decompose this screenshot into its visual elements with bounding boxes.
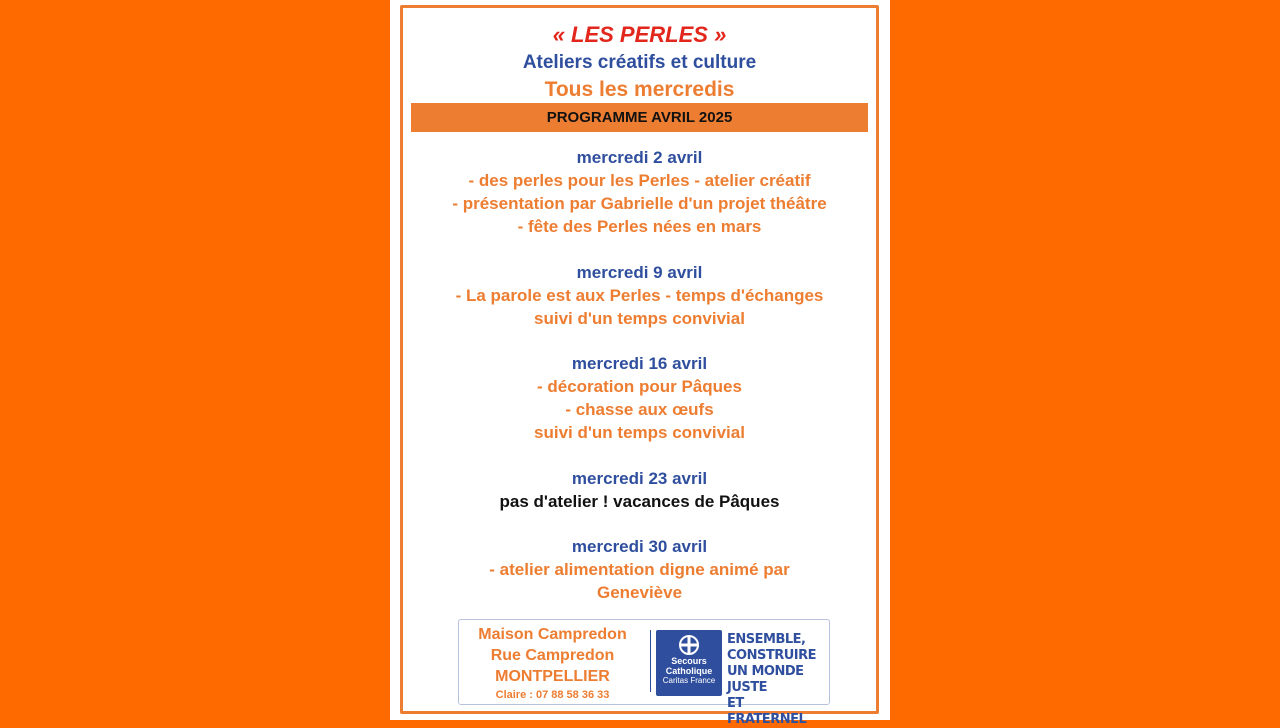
secours-catholique-logo: [656, 630, 722, 696]
footer-slogan: [727, 632, 827, 728]
footer-city: MONTPELLIER: [495, 668, 610, 685]
slogan-line: ENSEMBLE,: [727, 632, 806, 647]
day-block: [403, 467, 876, 513]
flyer-subtitle: Ateliers créatifs et culture: [522, 52, 757, 73]
slogan-line: UN MONDE JUSTE: [727, 664, 804, 695]
day-line: pas d'atelier ! vacances de Pâques: [499, 492, 780, 511]
day-date: mercredi 9 avril: [576, 263, 703, 282]
flyer-title: « LES PERLES »: [552, 22, 727, 47]
day-line: - décoration pour Pâques: [537, 377, 742, 396]
footer-logo-box: [458, 619, 830, 727]
brand-name-3: Caritas France: [662, 676, 716, 685]
day-date: mercredi 23 avril: [571, 469, 708, 488]
footer-street: Rue Campredon: [490, 647, 615, 664]
slogan-line: ET FRATERNEL: [727, 696, 807, 727]
day-line: suivi d'un temps convivial: [534, 309, 745, 328]
day-date: mercredi 16 avril: [571, 354, 708, 373]
day-line: suivi d'un temps convivial: [534, 423, 745, 442]
cross-icon: [678, 634, 700, 656]
day-date: mercredi 2 avril: [576, 148, 703, 167]
day-block: [403, 146, 876, 238]
day-line: - atelier alimentation digne animé par: [489, 560, 790, 579]
footer-divider: [650, 630, 651, 692]
program-banner: PROGRAMME AVRIL 2025: [411, 103, 868, 132]
day-line: - des perles pour les Perles - atelier créatif: [468, 171, 811, 190]
brand-name-1: Secours: [671, 656, 707, 666]
flyer-sheet: [390, 0, 890, 727]
day-block: [403, 261, 876, 330]
day-line: - présentation par Gabrielle d'un projet théâtre: [452, 194, 827, 213]
day-line: - La parole est aux Perles - temps d'échanges: [455, 286, 824, 305]
brand-name-2: Catholique: [665, 666, 713, 676]
footer-contact: Claire : 07 88 58 36 33: [495, 689, 610, 701]
day-line: - chasse aux œufs: [565, 400, 714, 419]
slogan-line: CONSTRUIRE: [727, 648, 816, 663]
day-line: Geneviève: [596, 583, 683, 602]
flyer-frame: [400, 5, 879, 727]
day-line: - fête des Perles nées en mars: [517, 217, 762, 236]
footer-address: [459, 624, 646, 703]
day-block: [403, 352, 876, 444]
footer-place: Maison Campredon: [478, 626, 627, 643]
day-block: [403, 535, 876, 604]
day-date: mercredi 30 avril: [571, 537, 708, 556]
flyer-frequency: Tous les mercredis: [544, 78, 735, 101]
